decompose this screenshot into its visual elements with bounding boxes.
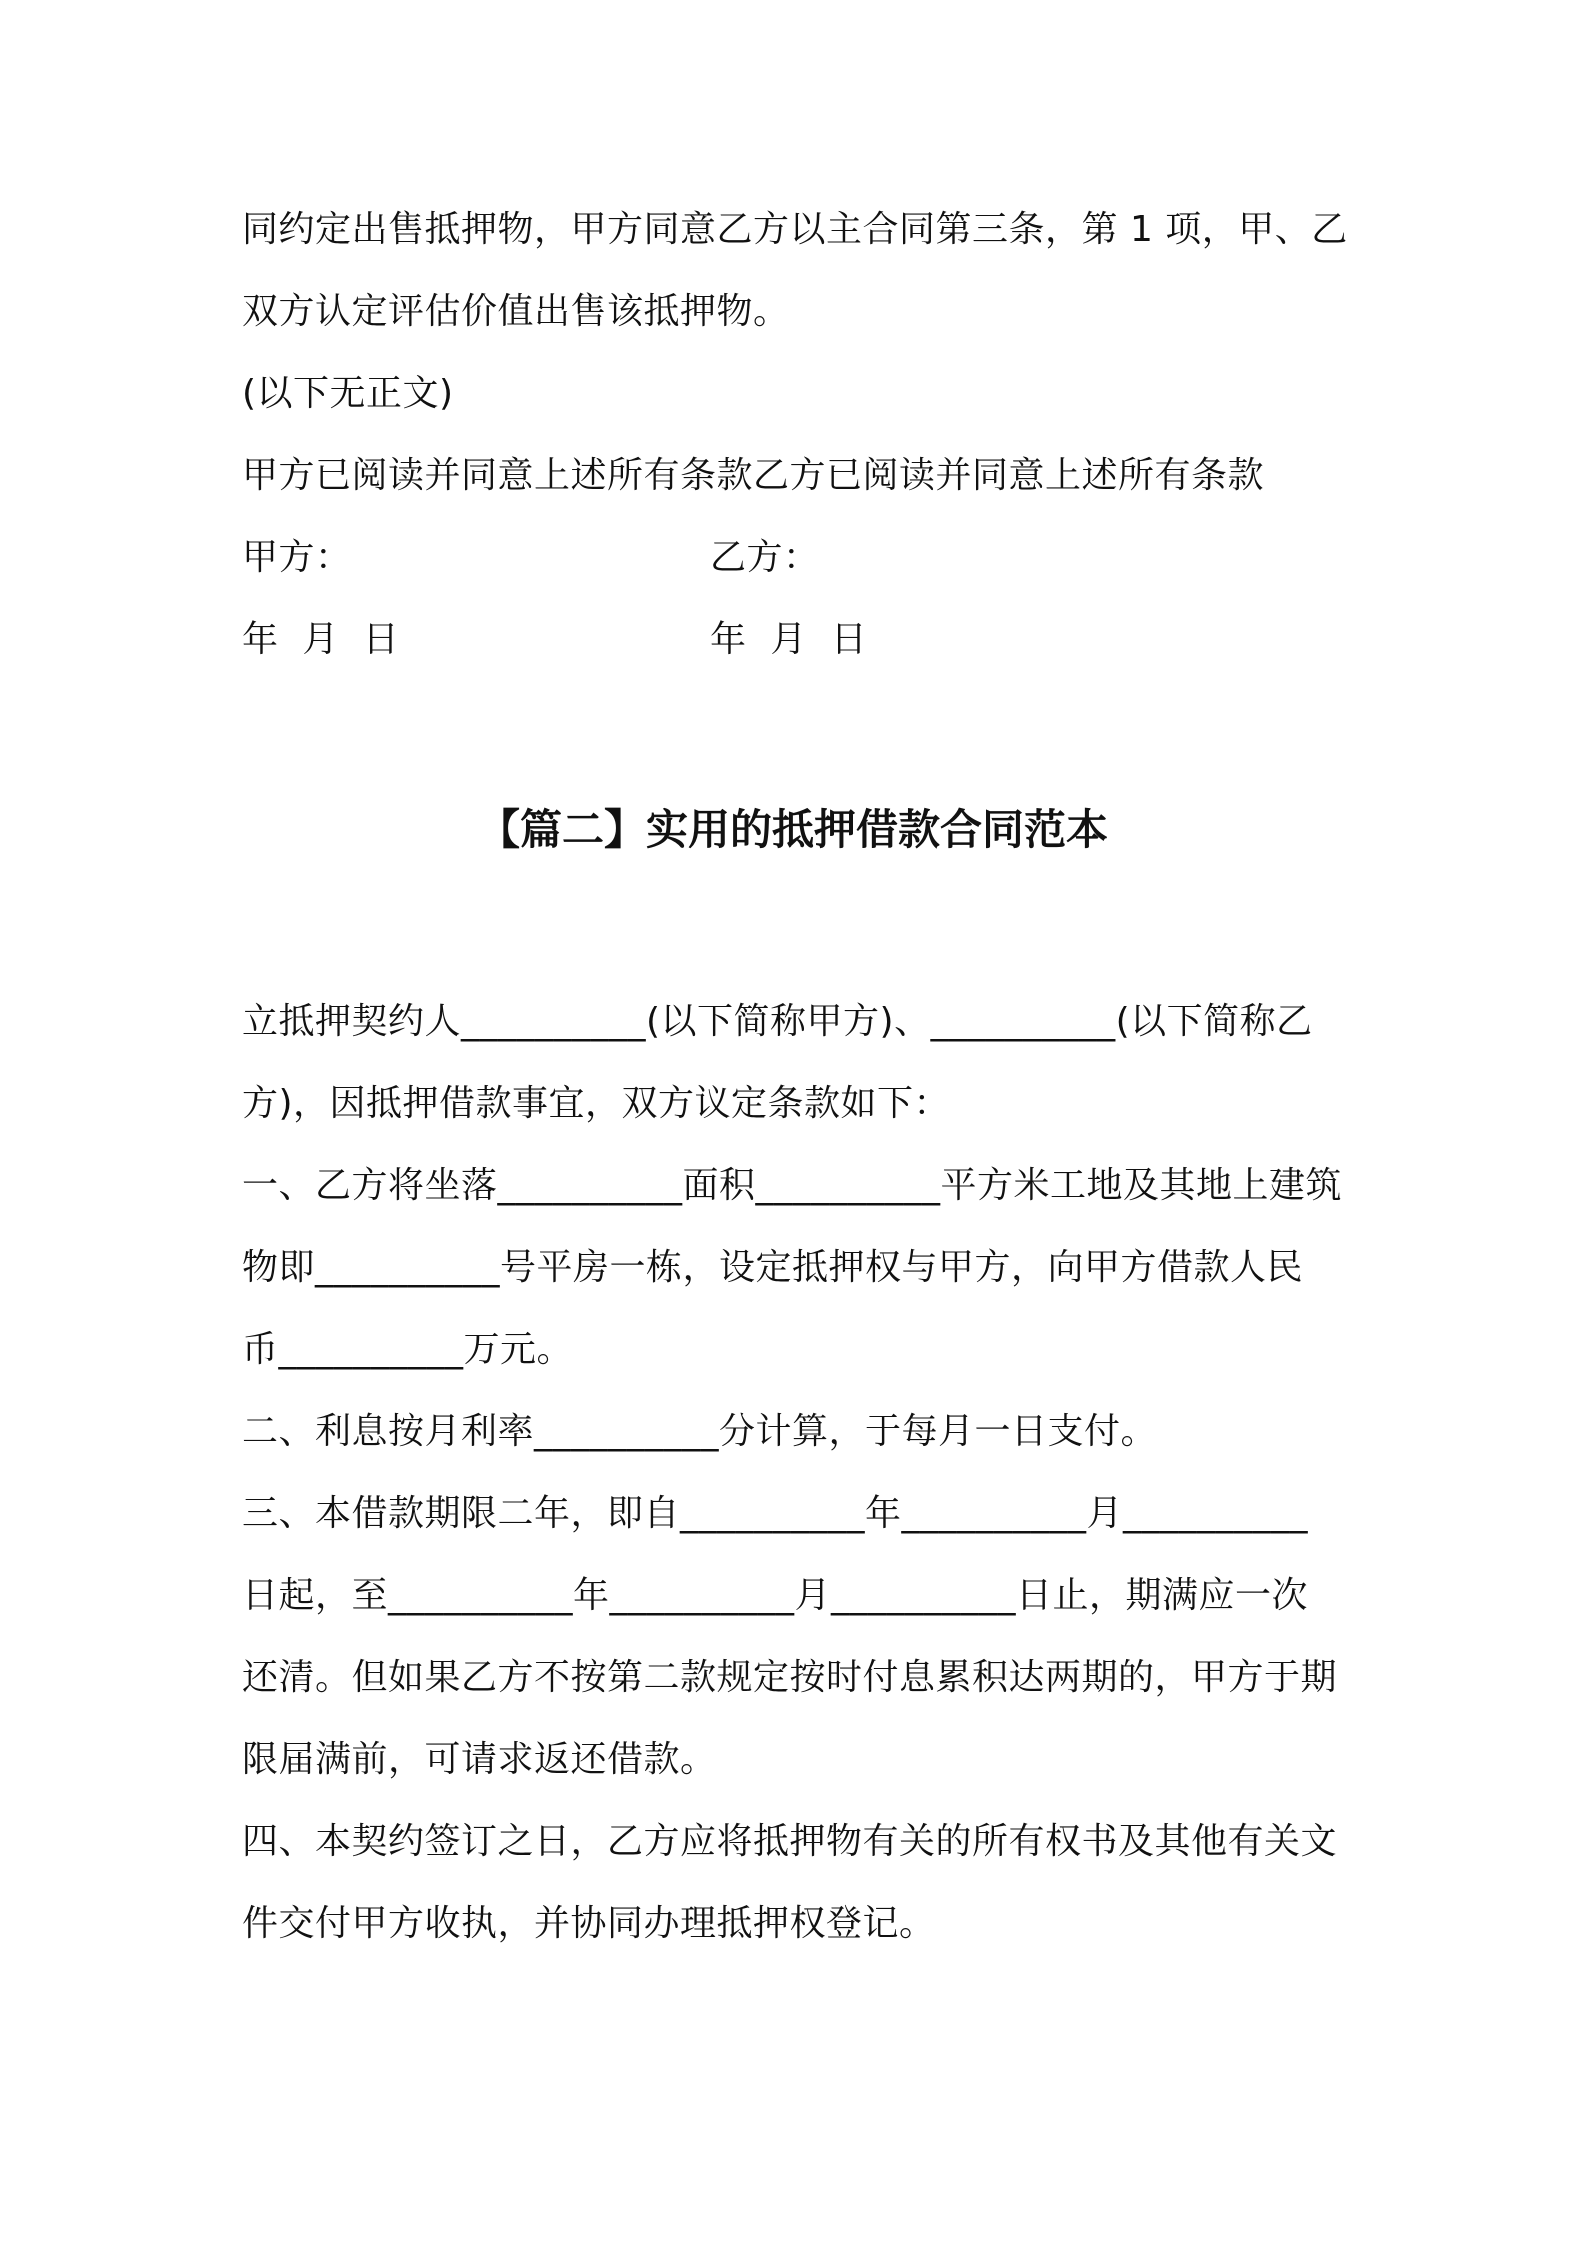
date-row bbox=[242, 616, 1362, 664]
paragraph-line: 立抵押契约人__________(以下简称甲方)、__________(以下简称乙 bbox=[242, 1001, 1313, 1042]
paragraph-line: 币__________万元。 bbox=[242, 1329, 574, 1370]
paragraph-line: 同约定出售抵押物，甲方同意乙方以主合同第三条，第 1 项，甲、乙 bbox=[242, 209, 1348, 250]
section-title: 【篇二】实用的抵押借款合同范本 bbox=[477, 805, 1108, 854]
no-text-note: (以下无正文) bbox=[242, 373, 454, 414]
paragraph-line: 限届满前，可请求返还借款。 bbox=[242, 1739, 717, 1780]
paragraph-line: 物即__________号平房一栋，设定抵押权与甲方，向甲方借款人民 bbox=[242, 1247, 1304, 1288]
paragraph-line: 一、乙方将坐落__________面积__________平方米工地及其地上建筑 bbox=[242, 1165, 1343, 1206]
party-b-date: 年 月 日 bbox=[710, 619, 868, 660]
paragraph-line: 二、利息按月利率__________分计算，于每月一日支付。 bbox=[242, 1411, 1158, 1452]
paragraph-line: 三、本借款期限二年，即自__________年__________月__________ bbox=[242, 1493, 1309, 1534]
paragraph-line: 件交付甲方收执，并协同办理抵押权登记。 bbox=[242, 1903, 936, 1944]
paragraph-line: 还清。但如果乙方不按第二款规定按时付息累积达两期的，甲方于期 bbox=[242, 1657, 1338, 1698]
paragraph-line: 日起，至__________年__________月__________日止，期满应一次 bbox=[242, 1575, 1309, 1616]
paragraph-line: 方)，因抵押借款事宜，双方议定条款如下： bbox=[242, 1083, 951, 1124]
signature-row bbox=[242, 534, 1362, 582]
paragraph-line: 双方认定评估价值出售该抵押物。 bbox=[242, 291, 790, 332]
paragraph-line: 四、本契约签订之日，乙方应将抵押物有关的所有权书及其他有关文 bbox=[242, 1821, 1338, 1862]
party-b-label: 乙方： bbox=[710, 537, 820, 578]
party-a-date: 年 月 日 bbox=[242, 619, 400, 660]
party-a-label: 甲方： bbox=[242, 537, 352, 578]
agreement-statement: 甲方已阅读并同意上述所有条款乙方已阅读并同意上述所有条款 bbox=[242, 455, 1265, 496]
